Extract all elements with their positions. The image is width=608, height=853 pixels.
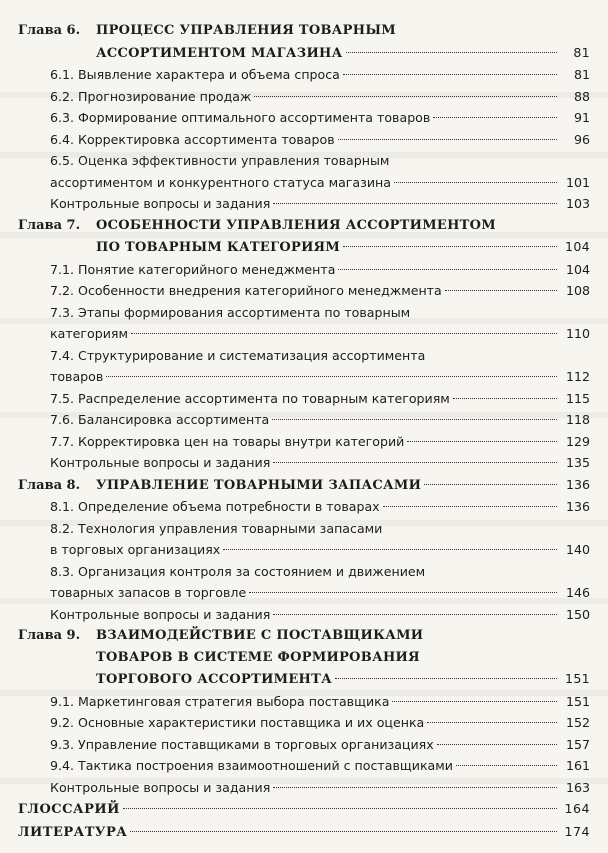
section-title: 7.4. Структурирование и систематизация ассортимента bbox=[50, 347, 426, 363]
chapter-title: ВЗАИМОДЕЙСТВИЕ С ПОСТАВЩИКАМИ bbox=[96, 628, 424, 643]
chapter-title: ОСОБЕННОСТИ УПРАВЛЕНИЯ АССОРТИМЕНТОМ bbox=[96, 217, 496, 233]
section-row bbox=[18, 604, 590, 626]
chapter-heading-continuation bbox=[18, 647, 590, 669]
page-number: 112 bbox=[565, 369, 590, 384]
section-row bbox=[18, 734, 590, 756]
dot-leader bbox=[249, 592, 557, 593]
section-continuation bbox=[18, 539, 590, 561]
dot-leader bbox=[424, 484, 557, 485]
section-title: Контрольные вопросы и задания bbox=[50, 196, 271, 211]
section-title: в торговых организациях bbox=[50, 542, 221, 557]
page-number: 96 bbox=[573, 131, 590, 147]
page-number: 104 bbox=[565, 239, 590, 254]
section-row bbox=[18, 409, 590, 431]
page-number: 151 bbox=[565, 693, 590, 709]
section-row bbox=[18, 107, 590, 129]
dot-leader bbox=[383, 506, 557, 507]
dot-leader bbox=[343, 246, 557, 247]
section-title: 9.1. Маркетинговая стратегия выбора поставщика bbox=[50, 693, 390, 709]
dot-leader bbox=[343, 74, 557, 75]
dot-leader bbox=[106, 376, 557, 377]
chapter-label: Глава 6. bbox=[18, 23, 81, 38]
page-number: 110 bbox=[565, 326, 590, 341]
chapter-label: Глава 7. bbox=[18, 217, 81, 233]
chapter-entry bbox=[18, 625, 590, 798]
dot-leader bbox=[456, 765, 557, 766]
section-row bbox=[18, 280, 590, 302]
page-number: 163 bbox=[565, 779, 590, 795]
section-title: 8.1. Определение объема потребности в товарах bbox=[50, 499, 380, 514]
section-continuation bbox=[18, 323, 590, 345]
section-title: 6.5. Оценка эффективности управления товарным bbox=[50, 153, 390, 168]
section-row bbox=[18, 452, 590, 474]
section-title: Контрольные вопросы и задания bbox=[50, 779, 271, 795]
dot-leader bbox=[394, 182, 557, 183]
page-number: 115 bbox=[565, 390, 590, 406]
page-number: 88 bbox=[573, 88, 590, 104]
page-number: 164 bbox=[564, 801, 590, 816]
section-row bbox=[18, 64, 590, 86]
dot-leader bbox=[453, 398, 557, 399]
page-number: 174 bbox=[564, 823, 590, 839]
section-row bbox=[18, 259, 590, 281]
page-number: 129 bbox=[565, 433, 590, 449]
section-row bbox=[18, 345, 590, 367]
section-title: Контрольные вопросы и задания bbox=[50, 606, 271, 622]
dot-leader bbox=[273, 203, 557, 204]
section-row bbox=[18, 755, 590, 777]
section-row bbox=[18, 193, 590, 215]
dot-leader bbox=[392, 701, 557, 702]
section-continuation bbox=[18, 582, 590, 604]
chapter-title: АССОРТИМЕНТОМ МАГАЗИНА bbox=[96, 45, 343, 61]
chapter-title: УПРАВЛЕНИЕ ТОВАРНЫМИ ЗАПАСАМИ bbox=[96, 477, 422, 493]
section-row bbox=[18, 431, 590, 453]
chapter-title: ТОРГОВОГО АССОРТИМЕНТА bbox=[96, 672, 332, 687]
chapter-label: Глава 9. bbox=[18, 628, 81, 643]
section-title: 8.2. Технология управления товарными запасами bbox=[50, 520, 383, 536]
section-title: 9.3. Управление поставщиками в торговых организациях bbox=[50, 736, 434, 752]
chapter-heading-row bbox=[18, 215, 590, 237]
section-title: товарных запасов в торговле bbox=[50, 585, 247, 600]
section-row bbox=[18, 86, 590, 108]
chapter-heading-continuation bbox=[18, 42, 590, 65]
page-number: 81 bbox=[573, 67, 590, 82]
section-row bbox=[18, 129, 590, 151]
page-number: 151 bbox=[565, 671, 590, 686]
section-title: 7.3. Этапы формирования ассортимента по товарным bbox=[50, 304, 411, 320]
chapter-heading-continuation bbox=[18, 668, 590, 691]
section-title: 6.2. Прогнозирование продаж bbox=[50, 88, 252, 104]
chapter-heading-continuation bbox=[18, 236, 590, 259]
dot-leader bbox=[335, 678, 557, 679]
section-title: категориям bbox=[50, 326, 128, 341]
section-title: 7.6. Балансировка ассортимента bbox=[50, 412, 270, 427]
section-row bbox=[18, 691, 590, 713]
table-of-contents bbox=[18, 20, 590, 843]
section-row bbox=[18, 712, 590, 734]
page-number: 108 bbox=[565, 283, 590, 298]
dot-leader bbox=[338, 269, 557, 270]
chapter-title: ТОВАРОВ В СИСТЕМЕ ФОРМИРОВАНИЯ bbox=[96, 649, 420, 665]
page-number: 157 bbox=[565, 736, 590, 752]
dot-leader bbox=[437, 744, 557, 745]
chapter-entry bbox=[18, 474, 590, 626]
page-number: 140 bbox=[565, 542, 590, 557]
section-title: 7.2. Особенности внедрения категорийного менеджмента bbox=[50, 283, 442, 298]
chapter-heading-row bbox=[18, 625, 590, 647]
page-number: 146 bbox=[565, 585, 590, 600]
section-continuation bbox=[18, 366, 590, 388]
chapter-entry bbox=[18, 215, 590, 474]
section-title: товаров bbox=[50, 369, 104, 384]
section-title: 6.1. Выявление характера и объема спроса bbox=[50, 67, 340, 82]
dot-leader bbox=[427, 722, 557, 723]
end-matter-row bbox=[18, 798, 590, 821]
dot-leader bbox=[346, 52, 557, 53]
page-number: 81 bbox=[573, 44, 590, 60]
section-row bbox=[18, 777, 590, 799]
section-title: Контрольные вопросы и задания bbox=[50, 455, 271, 470]
dot-leader bbox=[131, 333, 557, 334]
page-number: 135 bbox=[565, 455, 590, 470]
section-title: 8.3. Организация контроля за состоянием и движением bbox=[50, 563, 426, 579]
chapter-title: ПО ТОВАРНЫМ КАТЕГОРИЯМ bbox=[96, 240, 341, 255]
page-number: 136 bbox=[565, 499, 590, 514]
dot-leader bbox=[407, 441, 557, 442]
dot-leader bbox=[445, 290, 557, 291]
section-title: ассортиментом и конкурентного статуса магазина bbox=[50, 174, 391, 190]
section-row bbox=[18, 496, 590, 518]
section-title: 7.1. Понятие категорийного менеджмента bbox=[50, 261, 336, 277]
section-row bbox=[18, 150, 590, 172]
section-title: 9.2. Основные характеристики поставщика и их оценка bbox=[50, 715, 425, 730]
section-continuation bbox=[18, 172, 590, 194]
end-matter-row bbox=[18, 821, 590, 844]
dot-leader bbox=[223, 549, 557, 550]
page-number: 118 bbox=[565, 412, 590, 427]
chapter-heading-row bbox=[18, 20, 590, 42]
dot-leader bbox=[338, 139, 557, 140]
end-matter-title: ЛИТЕРАТУРА bbox=[18, 824, 128, 840]
section-title: 6.4. Корректировка ассортимента товаров bbox=[50, 131, 335, 147]
chapter-heading-row bbox=[18, 474, 590, 497]
dot-leader bbox=[130, 831, 557, 832]
dot-leader bbox=[273, 787, 557, 788]
page-number: 101 bbox=[565, 174, 590, 190]
dot-leader bbox=[273, 614, 557, 615]
section-title: 7.5. Распределение ассортимента по товарным категориям bbox=[50, 390, 450, 406]
section-row bbox=[18, 518, 590, 540]
dot-leader bbox=[273, 462, 557, 463]
chapter-title: ПРОЦЕСС УПРАВЛЕНИЯ ТОВАРНЫМ bbox=[96, 23, 396, 38]
dot-leader bbox=[272, 419, 557, 420]
page-number: 150 bbox=[565, 606, 590, 622]
page-number: 136 bbox=[565, 476, 590, 492]
section-title: 9.4. Тактика построения взаимоотношений с поставщиками bbox=[50, 758, 453, 773]
page-number: 161 bbox=[565, 758, 590, 773]
dot-leader bbox=[433, 117, 557, 118]
page-number: 103 bbox=[565, 196, 590, 211]
dot-leader bbox=[254, 96, 557, 97]
end-matter-title: ГЛОССАРИЙ bbox=[18, 802, 120, 817]
section-row bbox=[18, 302, 590, 324]
page-number: 152 bbox=[565, 715, 590, 730]
section-row bbox=[18, 388, 590, 410]
chapter-entry bbox=[18, 20, 590, 215]
page-number: 104 bbox=[565, 261, 590, 277]
chapter-label: Глава 8. bbox=[18, 477, 81, 493]
section-row bbox=[18, 561, 590, 583]
section-title: 7.7. Корректировка цен на товары внутри категорий bbox=[50, 433, 405, 449]
dot-leader bbox=[123, 808, 557, 809]
page-number: 91 bbox=[573, 110, 590, 125]
section-title: 6.3. Формирование оптимального ассортимента товаров bbox=[50, 110, 431, 125]
